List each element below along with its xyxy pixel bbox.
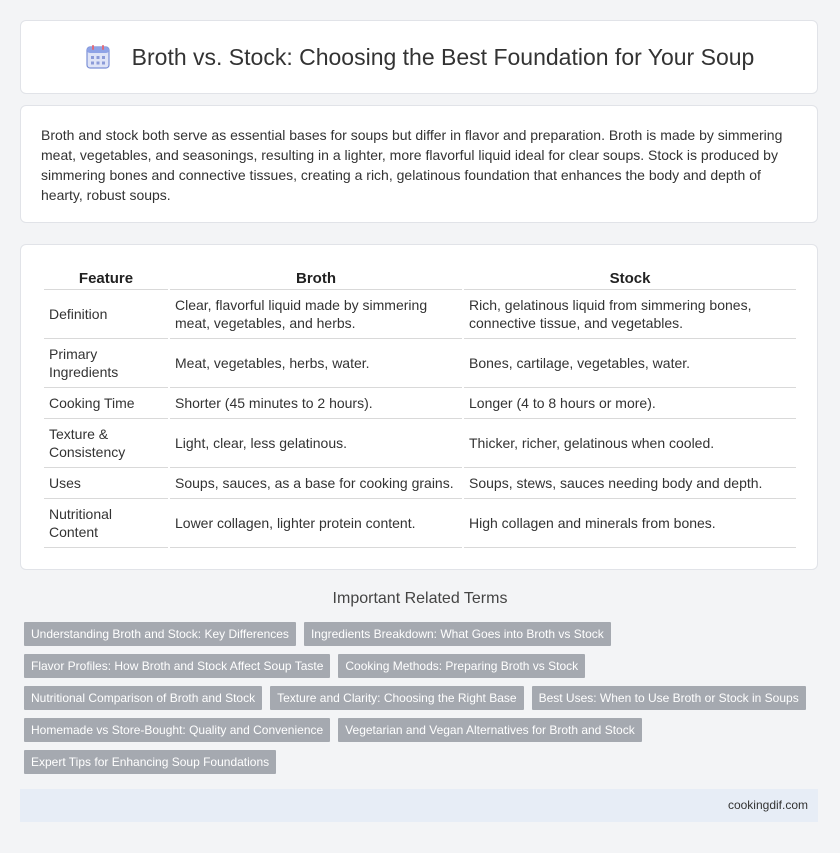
page-title: Broth vs. Stock: Choosing the Best Foundation for Your Soup xyxy=(131,43,755,70)
related-term-tag[interactable]: Understanding Broth and Stock: Key Differences xyxy=(24,622,296,646)
stock-cell: Rich, gelatinous liquid from simmering bones, connective tissue, and vegetables. xyxy=(464,290,796,339)
broth-cell: Shorter (45 minutes to 2 hours). xyxy=(170,388,462,419)
intro-card xyxy=(20,105,818,223)
footer-site-link[interactable]: cookingdif.com xyxy=(727,798,808,812)
related-term-tag[interactable]: Homemade vs Store-Bought: Quality and Convenience xyxy=(24,718,330,742)
comparison-table xyxy=(42,265,798,548)
column-header-broth: Broth xyxy=(170,265,462,290)
broth-cell: Meat, vegetables, herbs, water. xyxy=(170,339,462,388)
stock-cell: Bones, cartilage, vegetables, water. xyxy=(464,339,796,388)
broth-cell: Soups, sauces, as a base for cooking grains. xyxy=(170,468,462,499)
table-row xyxy=(44,468,796,499)
feature-cell: Texture & Consistency xyxy=(44,419,168,468)
stock-cell: Soups, stews, sauces needing body and depth. xyxy=(464,468,796,499)
stock-cell: Longer (4 to 8 hours or more). xyxy=(464,388,796,419)
footer xyxy=(20,789,818,822)
related-term-tag[interactable]: Flavor Profiles: How Broth and Stock Affect Soup Taste xyxy=(24,654,330,678)
stock-cell: High collagen and minerals from bones. xyxy=(464,499,796,548)
column-header-feature: Feature xyxy=(44,265,168,290)
stock-cell: Thicker, richer, gelatinous when cooled. xyxy=(464,419,796,468)
related-term-tag[interactable]: Texture and Clarity: Choosing the Right Base xyxy=(270,686,523,710)
related-term-tag[interactable]: Expert Tips for Enhancing Soup Foundations xyxy=(24,750,276,774)
table-row xyxy=(44,419,796,468)
intro-paragraph: Broth and stock both serve as essential bases for soups but differ in flavor and preparation. Broth is made by simmering meat, vegetables, and seasonings, resulting in a lighter, more flavorful liquid ideal for clear soups. Stock is produced by simmering bones and connective tissues, creating a rich, gelatinous foundation that enhances the body and depth of hearty, robust soups. xyxy=(41,127,783,203)
feature-cell: Nutritional Content xyxy=(44,499,168,548)
related-terms-title: Important Related Terms xyxy=(332,590,508,607)
related-term-tag[interactable]: Ingredients Breakdown: What Goes into Broth vs Stock xyxy=(304,622,611,646)
related-term-tag[interactable]: Cooking Methods: Preparing Broth vs Stock xyxy=(338,654,585,678)
related-term-tag[interactable]: Best Uses: When to Use Broth or Stock in Soups xyxy=(532,686,806,710)
broth-cell: Lower collagen, lighter protein content. xyxy=(170,499,462,548)
table-row xyxy=(44,499,796,548)
related-term-tag[interactable]: Vegetarian and Vegan Alternatives for Broth and Stock xyxy=(338,718,642,742)
broth-cell: Clear, flavorful liquid made by simmering meat, vegetables, and herbs. xyxy=(170,290,462,339)
feature-cell: Uses xyxy=(44,468,168,499)
table-row xyxy=(44,388,796,419)
column-header-stock: Stock xyxy=(464,265,796,290)
related-terms-list xyxy=(24,622,824,782)
related-term-tag[interactable]: Nutritional Comparison of Broth and Stock xyxy=(24,686,262,710)
table-row xyxy=(44,290,796,339)
calendar-grid-icon xyxy=(84,43,112,71)
table-header-row xyxy=(44,265,796,290)
comparison-table-card xyxy=(20,244,818,570)
feature-cell: Primary Ingredients xyxy=(44,339,168,388)
title-card xyxy=(20,20,818,94)
broth-cell: Light, clear, less gelatinous. xyxy=(170,419,462,468)
feature-cell: Definition xyxy=(44,290,168,339)
table-row xyxy=(44,339,796,388)
feature-cell: Cooking Time xyxy=(44,388,168,419)
